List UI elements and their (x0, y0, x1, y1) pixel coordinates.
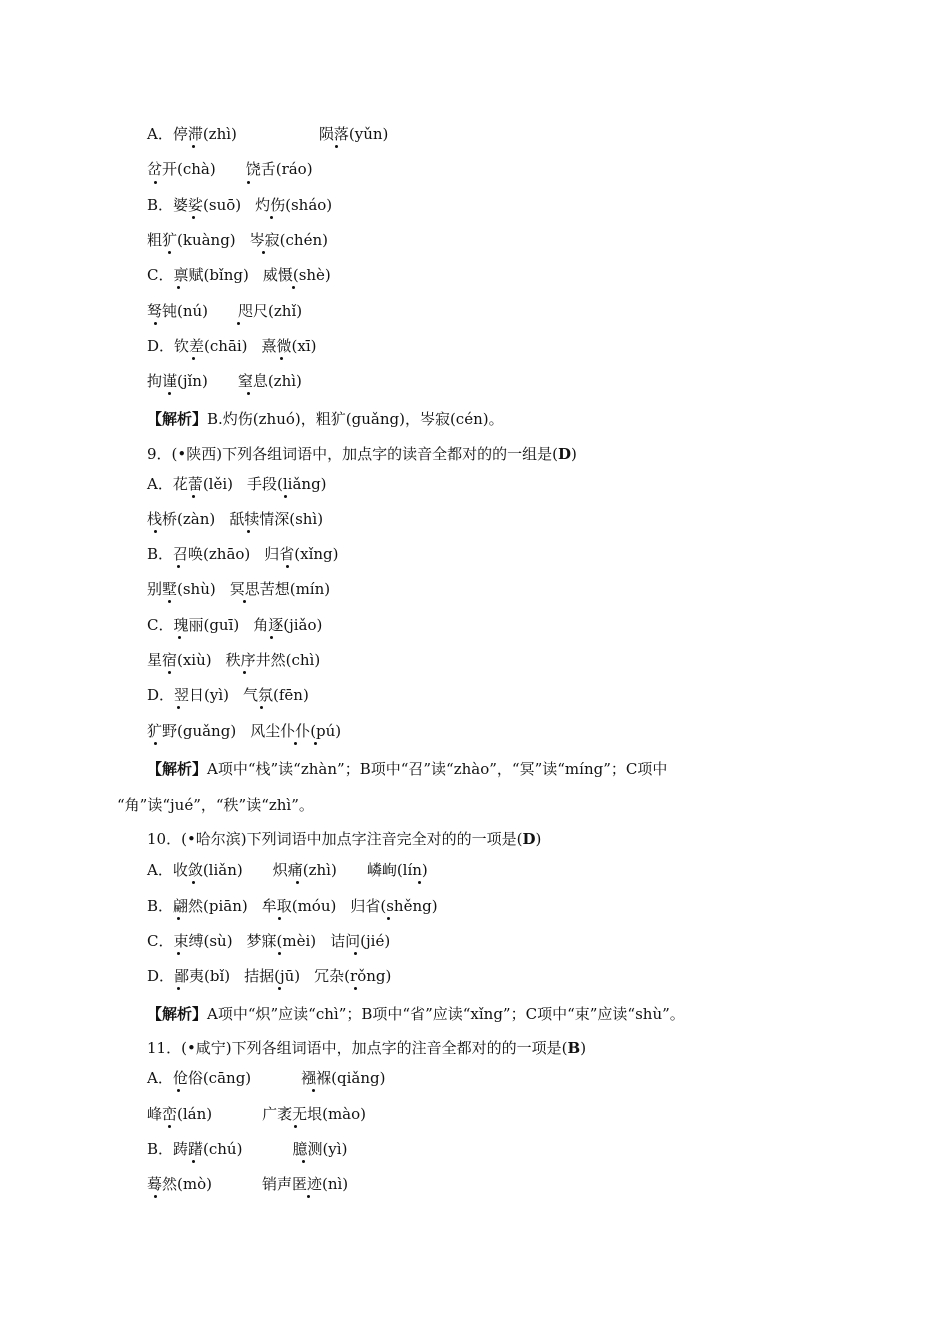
emphasis-dot (296, 881, 299, 884)
emphasis-dot (260, 706, 263, 709)
emphasis-dot (168, 600, 171, 603)
emphasis-dot (294, 1125, 297, 1128)
emphasis-dot (314, 742, 317, 745)
emphasis-dot (168, 1125, 171, 1128)
q10-answer: D (522, 830, 536, 848)
emphasis-dot (177, 952, 180, 955)
emphasis-dot (154, 181, 157, 184)
emphasis-dot (154, 322, 157, 325)
emphasis-dot (284, 495, 287, 498)
q11-option-b-row1: B．踌躇(chú) 臆测(yì) (147, 1140, 348, 1158)
emphasis-dot (286, 565, 289, 568)
q9-option-d-row1: D．翌日(yì) 气氛(fēn) (147, 686, 309, 704)
q9-analysis-line2: “角”读“jué”，“秩”读“zhì”。 (117, 796, 314, 814)
q8-option-a-row1: A．停滞(zhì) 陨落(yǔn) (147, 125, 389, 143)
emphasis-dot (294, 742, 297, 745)
q9-option-c-row2: 星宿(xiù) 秩序井然(chì) (147, 651, 321, 669)
emphasis-dot (354, 987, 357, 990)
emphasis-dot (302, 1160, 305, 1163)
q8-option-c-row2: 驽钝(nú) 咫尺(zhǐ) (147, 302, 303, 320)
q8-option-d-row1: D．钦差(chāi) 熹微(xī) (147, 337, 317, 355)
emphasis-dot (177, 917, 180, 920)
emphasis-dot (177, 565, 180, 568)
emphasis-dot (177, 706, 180, 709)
emphasis-dot (168, 251, 171, 254)
q8-option-c-row1: C．禀赋(bǐng) 威慑(shè) (147, 266, 331, 284)
emphasis-dot (270, 636, 273, 639)
q9-option-b-row2: 别墅(shù) 冥思苦想(mín) (147, 580, 331, 598)
emphasis-dot (177, 286, 180, 289)
emphasis-dot (154, 530, 157, 533)
emphasis-dot (278, 917, 281, 920)
emphasis-dot (278, 952, 281, 955)
emphasis-dot (168, 392, 171, 395)
q11-option-b-row2: 蓦然(mò) 销声匿迹(nì) (147, 1175, 349, 1193)
q11-option-a-row2: 峰峦(lán) 广袤无垠(mào) (147, 1105, 367, 1123)
q8-analysis: 【解析】B.灼伤(zhuó)，粗犷(guǎng)，岑寂(cén)。 (147, 410, 504, 428)
emphasis-dot (192, 357, 195, 360)
q9-option-a-row1: A．花蕾(lěi) 手段(liǎng) (147, 475, 327, 493)
q9-option-c-row1: C．瑰丽(guī) 角逐(jiǎo) (147, 616, 323, 634)
emphasis-dot (192, 145, 195, 148)
analysis-tag: 【解析】 (147, 1005, 208, 1023)
q10-option-d: D．鄙夷(bǐ) 拮据(jū) 冗杂(rǒng) (147, 967, 392, 985)
emphasis-dot (243, 600, 246, 603)
emphasis-dot (192, 495, 195, 498)
emphasis-dot (270, 216, 273, 219)
analysis-tag: 【解析】 (147, 760, 208, 778)
emphasis-dot (247, 181, 250, 184)
emphasis-dot (247, 530, 250, 533)
emphasis-dot (177, 1089, 180, 1092)
q10-option-b: B．翩然(piān) 牟取(móu) 归省(shěng) (147, 897, 438, 915)
q8-option-a-row2: 岔开(chà) 饶舌(ráo) (147, 160, 313, 178)
emphasis-dot (335, 145, 338, 148)
q8-option-b-row2: 粗犷(kuàng) 岑寂(chén) (147, 231, 328, 249)
q8-option-d-row2: 拘谨(jǐn) 窒息(zhì) (147, 372, 302, 390)
emphasis-dot (177, 987, 180, 990)
q10-option-a: A．收敛(liǎn) 炽痛(zhì) 嶙峋(lín) (147, 861, 428, 879)
emphasis-dot (262, 251, 265, 254)
emphasis-dot (192, 216, 195, 219)
emphasis-dot (154, 742, 157, 745)
emphasis-dot (154, 1195, 157, 1198)
q10-option-c: C．束缚(sù) 梦寐(mèi) 诘问(jié) (147, 932, 391, 950)
emphasis-dot (280, 357, 283, 360)
emphasis-dot (237, 322, 240, 325)
emphasis-dot (307, 1195, 310, 1198)
q9-stem: 9．(•陕西)下列各组词语中，加点字的读音全都对的的一组是(D) (147, 445, 577, 463)
emphasis-dot (312, 1089, 315, 1092)
q11-answer: B (567, 1039, 581, 1057)
emphasis-dot (178, 636, 181, 639)
q11-option-a-row1: A．伧俗(cāng) 襁褓(qiǎng) (147, 1069, 386, 1087)
q9-option-d-row2: 犷野(guǎng) 风尘仆仆(pú) (147, 722, 342, 740)
emphasis-dot (387, 917, 390, 920)
emphasis-dot (168, 671, 171, 674)
emphasis-dot (192, 881, 195, 884)
emphasis-dot (247, 392, 250, 395)
emphasis-dot (192, 1160, 195, 1163)
q9-option-b-row1: B．召唤(zhāo) 归省(xǐng) (147, 545, 339, 563)
emphasis-dot (354, 952, 357, 955)
q10-analysis: 【解析】A项中“炽”应读“chì”；B项中“省”应读“xǐng”；C项中“束”应读“shù”。 (147, 1005, 685, 1023)
q9-answer: D (557, 445, 571, 463)
emphasis-dot (278, 987, 281, 990)
q9-analysis-line1: 【解析】A项中“栈”读“zhàn”；B项中“召”读“zhào”，“冥”读“míng”；C项中 (147, 760, 668, 778)
emphasis-dot (243, 671, 246, 674)
q9-option-a-row2: 栈桥(zàn) 舐犊情深(shì) (147, 510, 324, 528)
analysis-tag: 【解析】 (147, 410, 208, 428)
emphasis-dot (418, 881, 421, 884)
emphasis-dot (292, 286, 295, 289)
q10-stem: 10．(•哈尔滨)下列词语中加点字注音完全对的的一项是(D) (147, 830, 542, 848)
q11-stem: 11．(•咸宁)下列各组词语中，加点字的注音全都对的的一项是(B) (147, 1039, 587, 1057)
q8-option-b-row1: B．婆娑(suō) 灼伤(sháo) (147, 196, 333, 214)
